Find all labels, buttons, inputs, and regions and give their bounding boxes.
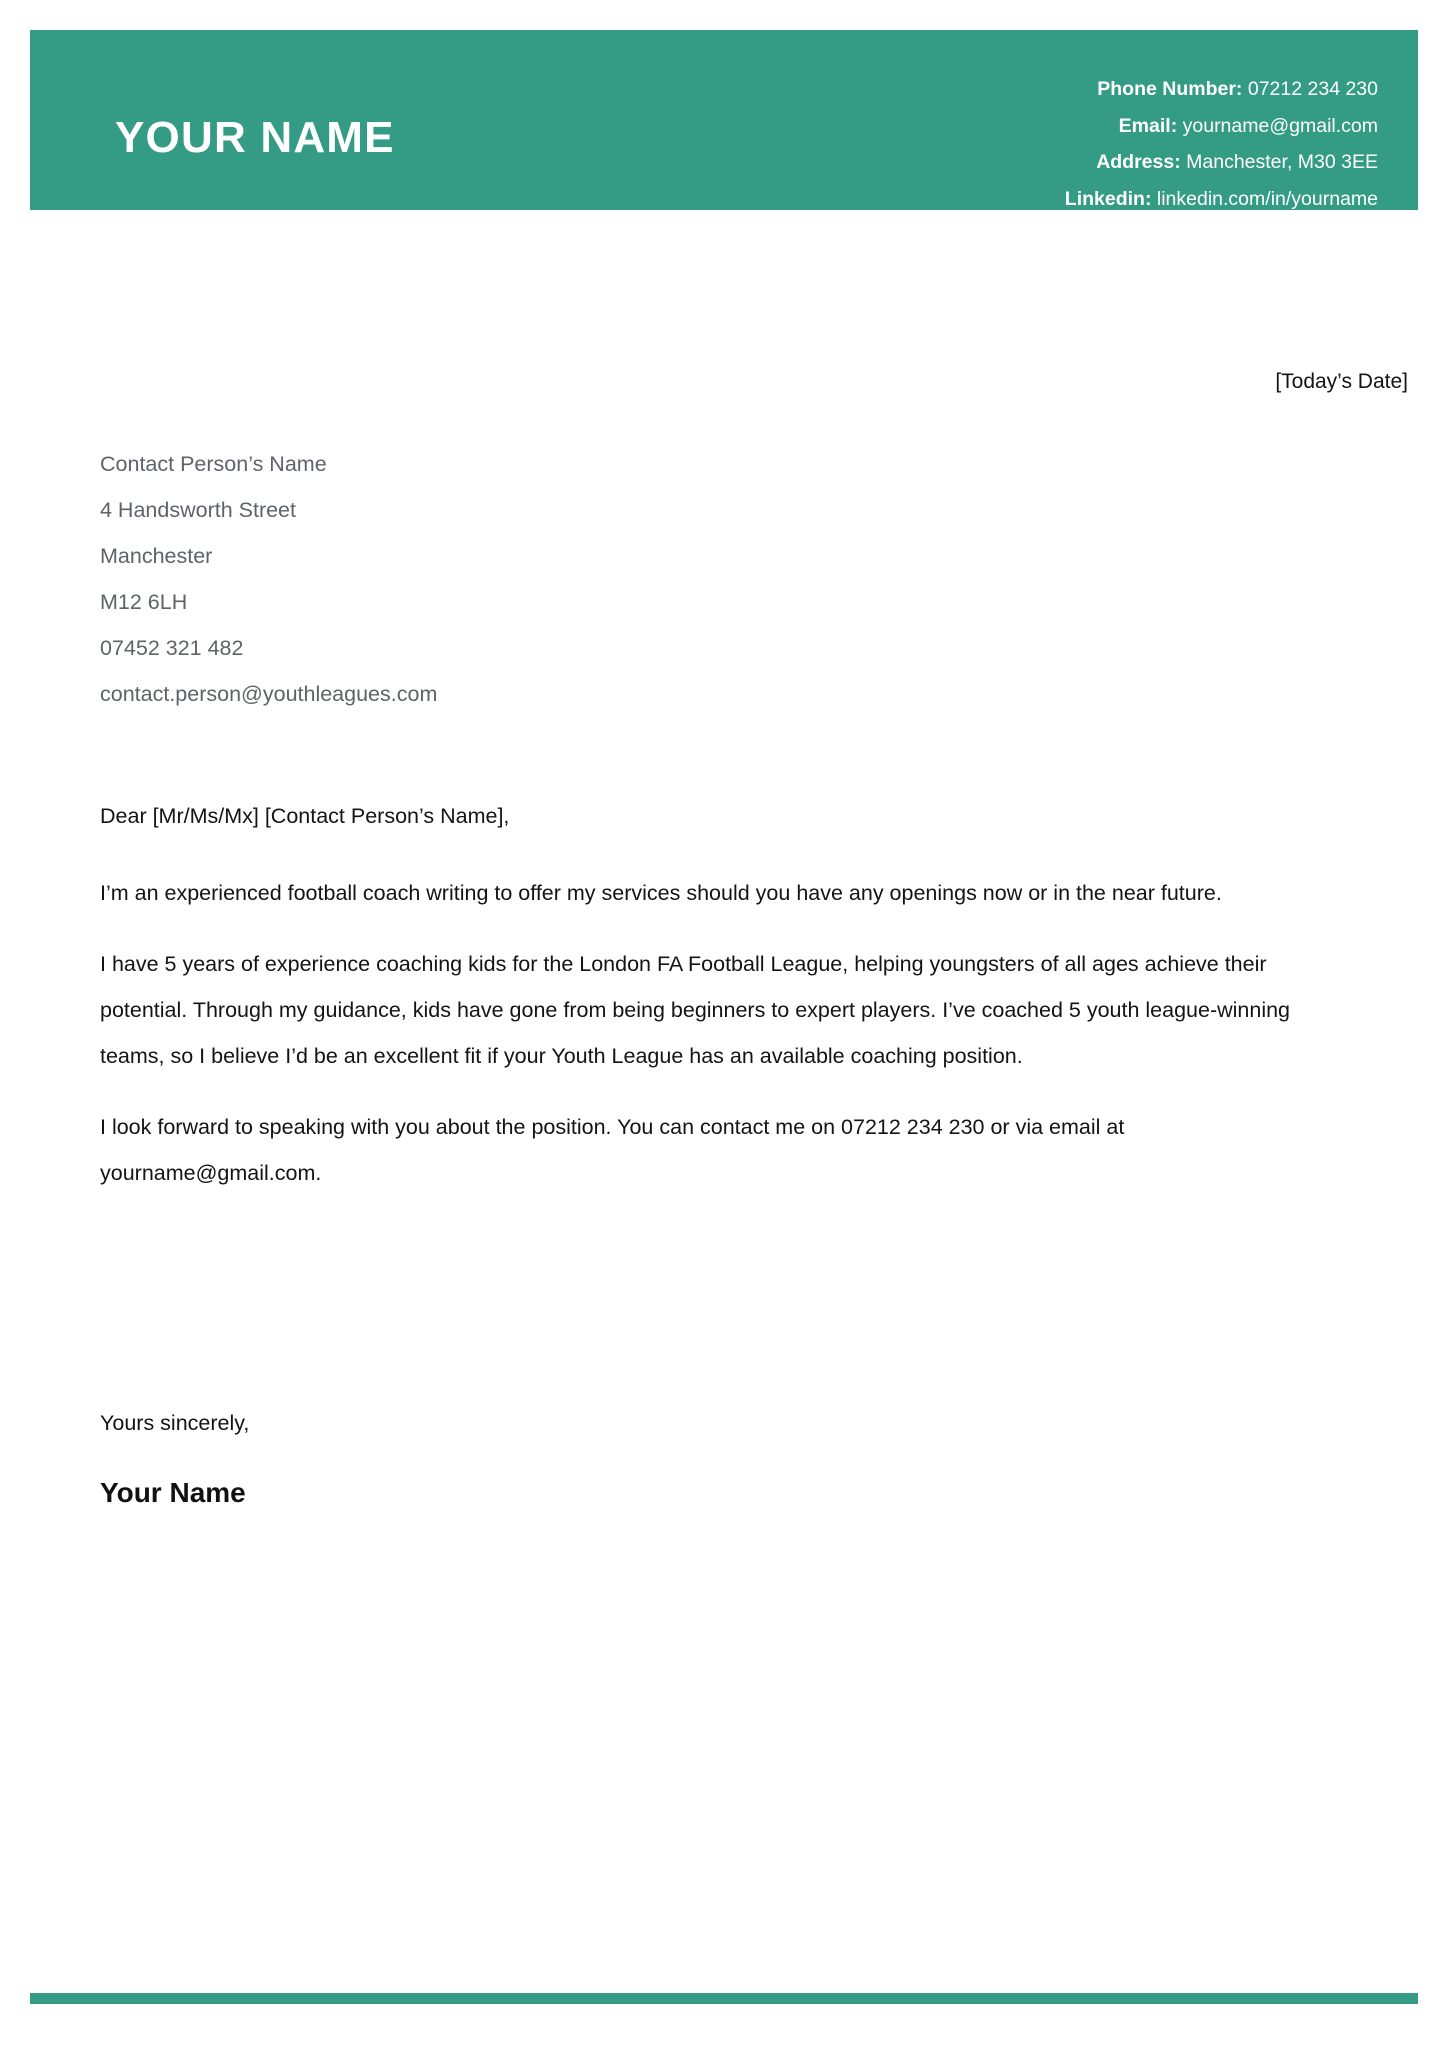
page-title: YOUR NAME [115, 113, 395, 162]
recipient-email: contact.person@youthleagues.com [100, 682, 438, 706]
salutation: Dear [Mr/Ms/Mx] [Contact Person’s Name], [100, 804, 510, 828]
recipient-postcode: M12 6LH [100, 590, 188, 614]
contact-value-address: Manchester, M30 3EE [1186, 151, 1378, 173]
recipient-phone: 07452 321 482 [100, 636, 244, 660]
contact-label-email: Email: [1118, 114, 1178, 137]
contact-label-address: Address: [1096, 151, 1181, 173]
recipient-name: Contact Person’s Name [100, 452, 327, 476]
contact-details [1065, 80, 1378, 209]
header-band [30, 30, 1418, 210]
contact-value-phone: 07212 234 230 [1247, 78, 1378, 100]
contact-line-phone [1065, 80, 1378, 100]
closing-salutation: Yours sincerely, [100, 1411, 250, 1435]
body-paragraph-3: I look forward to speaking with you about the position. You can contact me on 07212 234 230 or via email at yourname@gmail.com. [100, 1115, 1125, 1185]
contact-label-phone: Phone Number: [1097, 78, 1243, 100]
body-paragraph-2: I have 5 years of experience coaching kids for the London FA Football League, helping youngsters of all ages achieve their potential. Through my guidance, kids have gone from being beginners to expert players. I’ve coached 5 youth league-winning teams, so I believe I’d be an excellent fit if your Youth League has an available coaching position. [100, 952, 1291, 1068]
contact-value-email: yourname@gmail.com [1182, 114, 1378, 137]
contact-value-linkedin: linkedin.com/in/yourname [1156, 187, 1378, 210]
signature-name: Your Name [100, 1477, 246, 1508]
contact-label-linkedin: Linkedin: [1064, 187, 1152, 210]
recipient-city: Manchester [100, 544, 213, 568]
recipient-street: 4 Handsworth Street [100, 498, 296, 522]
letter-body [100, 870, 1350, 1221]
body-paragraph-1: I’m an experienced football coach writing to offer my services should you have any openings now or in the near future. [100, 881, 1222, 905]
contact-line-address [1065, 153, 1378, 173]
recipient-address-block [100, 454, 800, 706]
contact-line-email [1065, 114, 1378, 137]
letter-date: [Today’s Date] [1275, 370, 1408, 393]
footer-accent-bar [30, 1993, 1418, 2004]
contact-line-linkedin [1064, 187, 1378, 210]
